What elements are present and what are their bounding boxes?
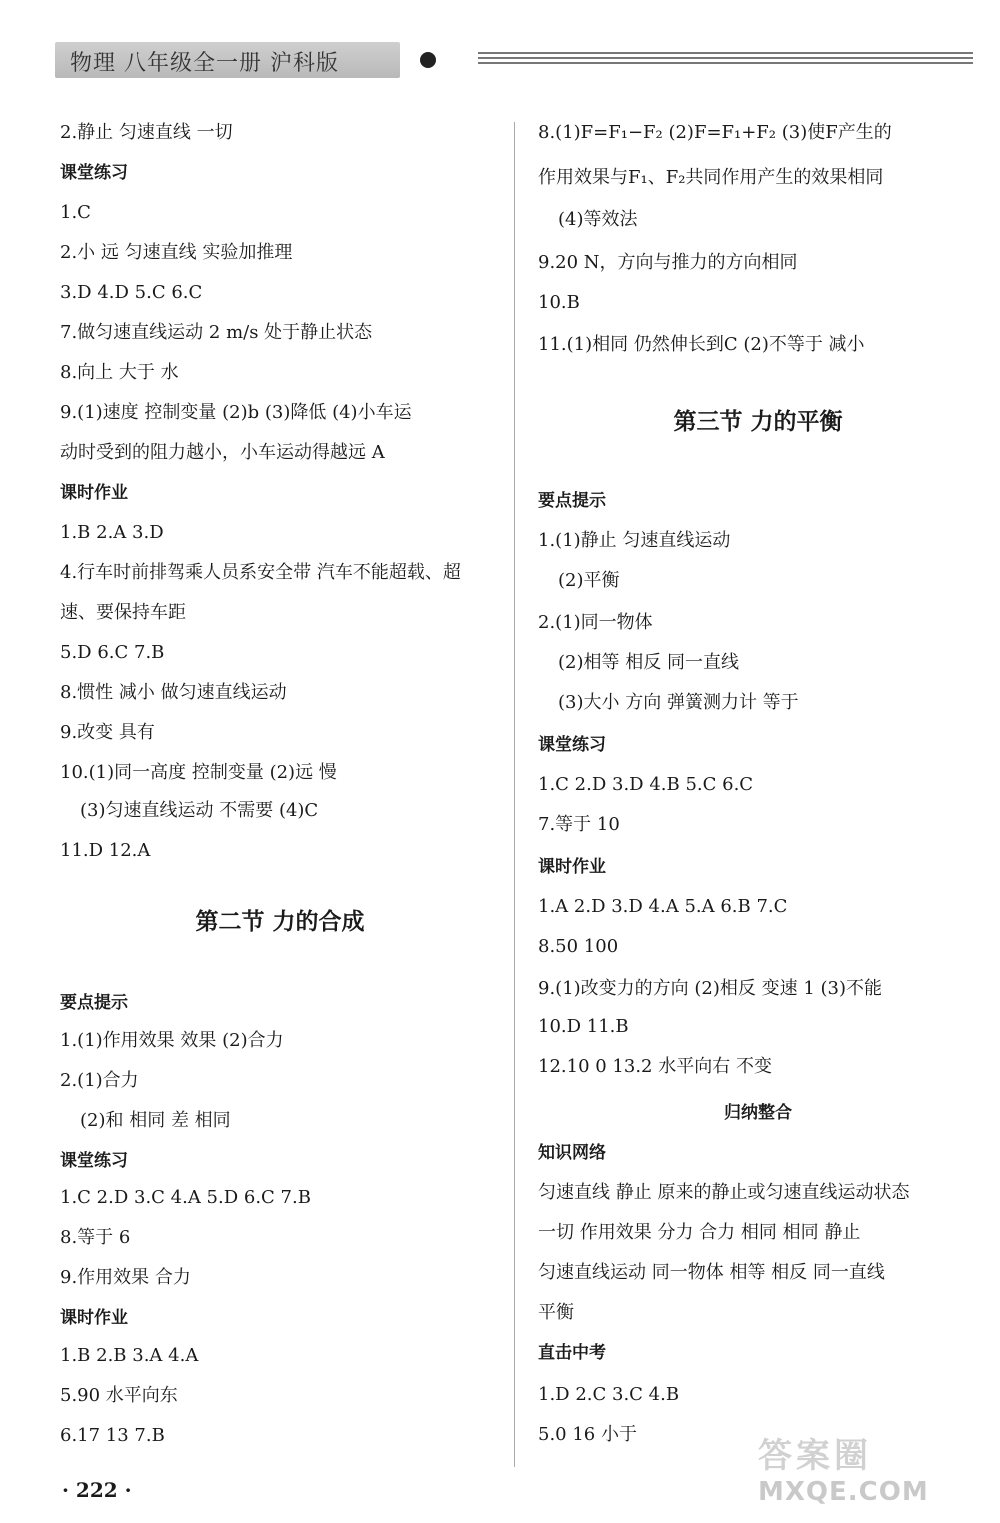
answer-line-right-26: 匀速直线运动 同一物体 相等 相反 同一直线 — [538, 1262, 885, 1283]
answer-line-right-2: (4)等效法 — [558, 209, 638, 230]
answer-line-right-12: (3)大小 方向 弹簧测力计 等于 — [558, 692, 799, 713]
answer-line-left-16: 10.(1)同一高度 控制变量 (2)远 慢 — [60, 762, 337, 783]
section-heading-right-28: 直击中考 — [538, 1343, 606, 1363]
answer-line-right-20: 10.D 11.B — [538, 1016, 629, 1037]
answer-line-right-14: 1.C 2.D 3.D 4.B 5.C 6.C — [538, 774, 754, 795]
answer-line-right-10: 2.(1)同一物体 — [538, 612, 653, 633]
section-heading-left-20: 要点提示 — [60, 993, 128, 1013]
answer-line-left-29: 1.B 2.B 3.A 4.A — [60, 1345, 199, 1366]
answer-line-right-4: 10.B — [538, 292, 580, 313]
header-dot-icon — [420, 52, 436, 68]
answer-line-left-6: 8.向上 大于 水 — [60, 362, 179, 383]
section-heading-left-28: 课时作业 — [60, 1308, 128, 1328]
page-number: · 222 · — [62, 1478, 132, 1502]
answer-line-right-24: 匀速直线 静止 原来的静止或匀速直线运动状态 — [538, 1182, 910, 1203]
answer-line-left-17: (3)匀速直线运动 不需要 (4)C — [80, 800, 319, 821]
watermark-top: 答案圈 — [758, 1436, 872, 1476]
answer-line-right-27: 平衡 — [538, 1302, 574, 1323]
answer-line-right-3: 9.20 N，方向与推力的方向相同 — [538, 252, 798, 273]
answer-line-right-5: 11.(1)相同 仍然伸长到C (2)不等于 减小 — [538, 334, 865, 355]
section-heading-left-1: 课堂练习 — [60, 163, 128, 183]
answer-line-left-3: 2.小 远 匀速直线 实验加推理 — [60, 242, 293, 263]
answer-line-right-17: 1.A 2.D 3.D 4.A 5.A 6.B 7.C — [538, 896, 788, 917]
answer-line-right-19: 9.(1)改变力的方向 (2)相反 变速 1 (3)不能 — [538, 978, 883, 999]
answer-line-left-2: 1.C — [60, 202, 91, 223]
answer-line-left-5: 7.做匀速直线运动 2 m/s 处于静止状态 — [60, 322, 373, 343]
answer-line-right-25: 一切 作用效果 分力 合力 相同 相同 静止 — [538, 1222, 861, 1243]
section-heading-left-24: 课堂练习 — [60, 1151, 128, 1171]
chapter-title-left-19: 第二节 力的合成 — [195, 909, 365, 935]
section-heading-right-7: 要点提示 — [538, 491, 606, 511]
answer-line-left-7: 9.(1)速度 控制变量 (2)b (3)降低 (4)小车运 — [60, 402, 412, 423]
header-title: 物理 八年级全一册 沪科版 — [70, 51, 339, 76]
answer-line-right-1: 作用效果与F₁、F₂共同作用产生的效果相同 — [538, 167, 884, 188]
answer-line-left-13: 5.D 6.C 7.B — [60, 642, 165, 663]
answer-line-left-22: 2.(1)合力 — [60, 1070, 139, 1091]
answer-line-left-21: 1.(1)作用效果 效果 (2)合力 — [60, 1030, 284, 1051]
answer-line-left-18: 11.D 12.A — [60, 840, 151, 861]
answer-line-right-9: (2)平衡 — [558, 570, 620, 591]
section-heading-right-13: 课堂练习 — [538, 735, 606, 755]
answer-line-right-8: 1.(1)静止 匀速直线运动 — [538, 530, 731, 551]
column-divider — [514, 122, 515, 1467]
answer-line-left-31: 6.17 13 7.B — [60, 1425, 165, 1446]
answer-line-left-25: 1.C 2.D 3.C 4.A 5.D 6.C 7.B — [60, 1187, 311, 1208]
answer-line-left-14: 8.惯性 减小 做匀速直线运动 — [60, 682, 287, 703]
answer-line-left-12: 速、要保持车距 — [60, 602, 186, 623]
answer-line-left-0: 2.静止 匀速直线 一切 — [60, 122, 233, 143]
answer-line-right-11: (2)相等 相反 同一直线 — [558, 652, 739, 673]
answer-line-right-0: 8.(1)F=F₁−F₂ (2)F=F₁+F₂ (3)使F产生的 — [538, 122, 892, 143]
section-heading-right-16: 课时作业 — [538, 857, 606, 877]
watermark-logo — [758, 1428, 983, 1514]
answer-line-left-23: (2)和 相同 差 相同 — [80, 1110, 231, 1131]
answer-line-left-15: 9.改变 具有 — [60, 722, 155, 743]
section-heading-right-23: 知识网络 — [538, 1143, 606, 1163]
watermark-bottom: MXQE.COM — [758, 1477, 929, 1507]
answer-line-left-4: 3.D 4.D 5.C 6.C — [60, 282, 203, 303]
subsection-title-right-22: 归纳整合 — [724, 1103, 792, 1123]
header-rule-lines — [478, 52, 973, 72]
answer-line-right-18: 8.50 100 — [538, 936, 619, 957]
answer-line-left-8: 动时受到的阻力越小，小车运动得越远 A — [60, 442, 385, 463]
answer-line-left-10: 1.B 2.A 3.D — [60, 522, 164, 543]
answer-line-left-11: 4.行车时前排驾乘人员系安全带 汽车不能超载、超 — [60, 562, 461, 583]
answer-line-left-26: 8.等于 6 — [60, 1227, 131, 1248]
chapter-title-right-6: 第三节 力的平衡 — [673, 409, 843, 435]
answer-line-right-15: 7.等于 10 — [538, 814, 620, 835]
answer-line-right-30: 5.0 16 小于 — [538, 1424, 637, 1445]
section-heading-left-9: 课时作业 — [60, 483, 128, 503]
answer-line-right-29: 1.D 2.C 3.C 4.B — [538, 1384, 680, 1405]
answer-line-left-27: 9.作用效果 合力 — [60, 1267, 191, 1288]
answer-line-right-21: 12.10 0 13.2 水平向右 不变 — [538, 1056, 772, 1077]
answer-line-left-30: 5.90 水平向东 — [60, 1385, 178, 1406]
